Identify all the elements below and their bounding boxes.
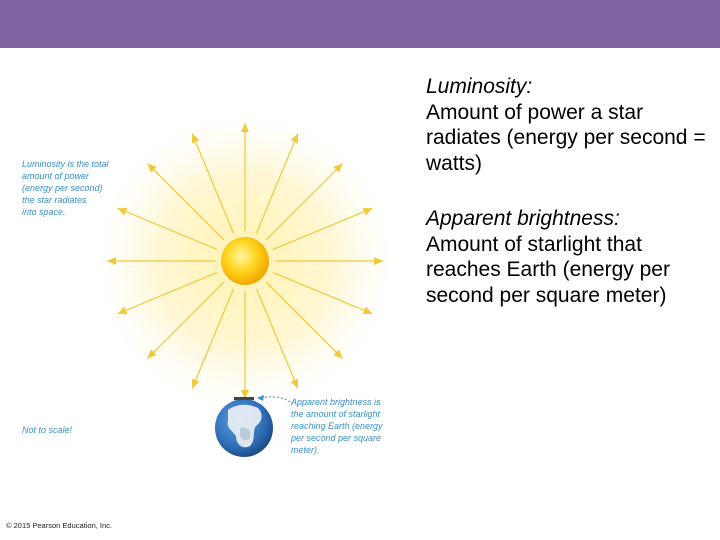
term-luminosity: Luminosity: — [426, 75, 533, 98]
luminosity-caption-line: Luminosity is the total — [22, 159, 109, 169]
definition-apparent-brightness — [426, 206, 711, 308]
scale-note: Not to scale! — [22, 425, 73, 435]
sun-icon — [221, 237, 269, 285]
definition-text-apparent-brightness: Amount of starlight that reaches Earth (energy per second per square meter) — [426, 232, 670, 307]
brightness-caption-line: reaching Earth (energy — [291, 421, 383, 431]
term-apparent-brightness: Apparent brightness: — [426, 207, 620, 230]
copyright-notice: © 2015 Pearson Education, Inc. — [6, 521, 113, 530]
luminosity-caption-line: into space. — [22, 207, 66, 217]
definition-text-luminosity: Amount of power a star radiates (energy per second = watts) — [426, 100, 706, 175]
brightness-caption-line: meter). — [291, 445, 320, 455]
definition-luminosity — [426, 74, 711, 176]
brightness-caption-line: per second per square — [291, 433, 382, 443]
brightness-caption-line: the amount of starlight — [291, 409, 381, 419]
luminosity-caption-line: the star radiates — [22, 195, 87, 205]
luminosity-caption-line: (energy per second) — [22, 183, 103, 193]
definitions-panel — [426, 74, 711, 308]
brightness-caption-line: Apparent brightness is — [291, 397, 381, 407]
luminosity-caption-line: amount of power — [22, 171, 90, 181]
brightness-caption — [290, 397, 383, 455]
